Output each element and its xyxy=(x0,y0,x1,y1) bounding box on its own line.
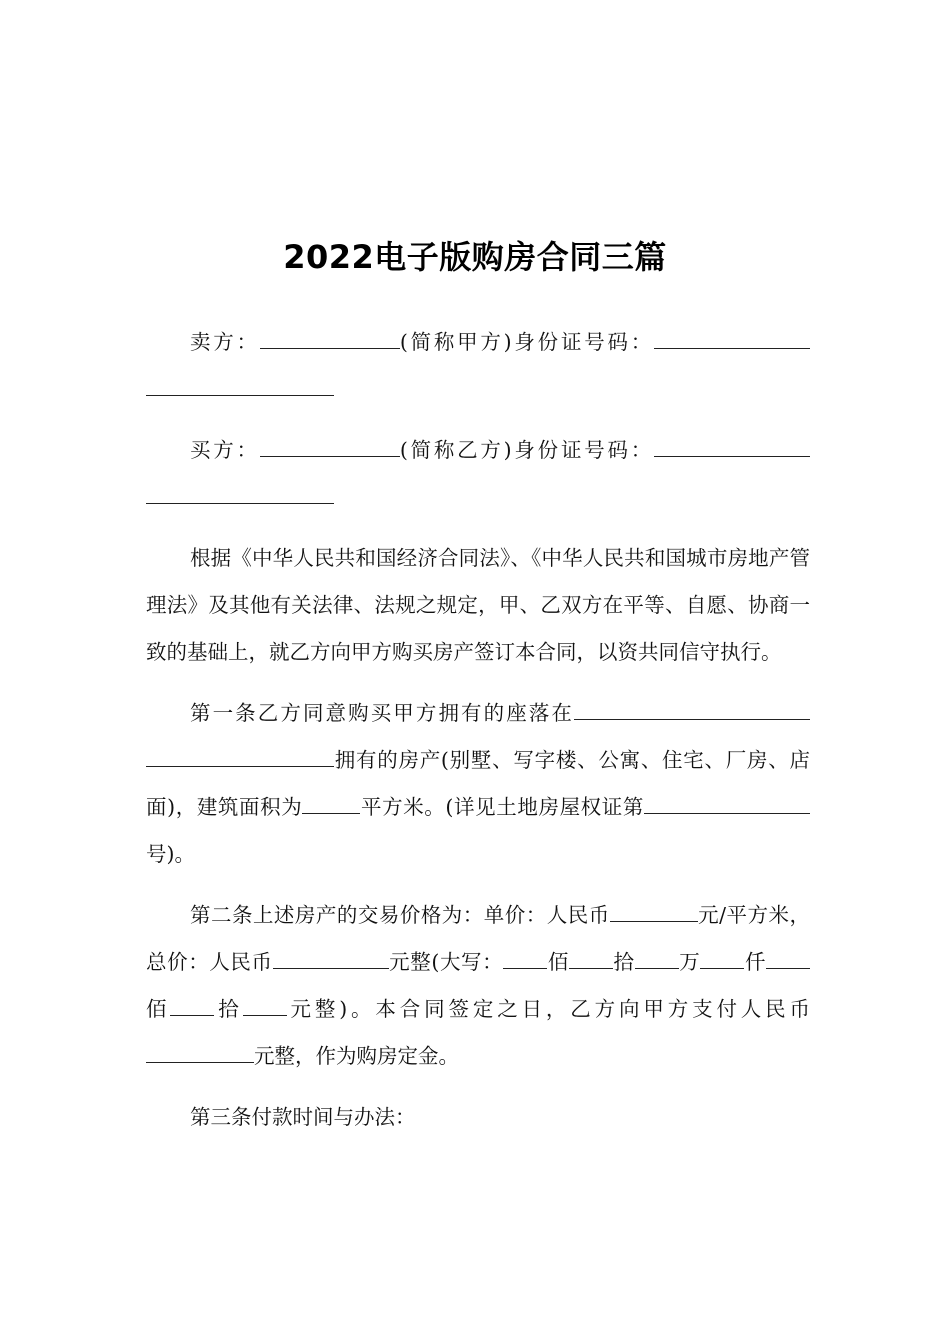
seller-name-blank xyxy=(260,328,400,349)
location-blank-cont xyxy=(146,746,334,767)
contract-body xyxy=(146,319,810,1155)
article-1-part4: 号)。 xyxy=(146,842,195,866)
buyer-name-blank xyxy=(260,436,400,457)
article-2-part5: 元整，作为购房定金。 xyxy=(254,1044,459,1068)
location-blank xyxy=(574,699,810,720)
document-title: 2022电子版购房合同三篇 xyxy=(283,238,667,276)
area-blank xyxy=(302,793,360,814)
buyer-id-blank xyxy=(654,436,810,457)
unit-bai: 佰 xyxy=(547,950,569,974)
buyer-id-blank-cont xyxy=(146,483,334,504)
article-1-part3: 平方米。(详见土地房屋权证第 xyxy=(360,795,645,819)
buyer-alias: (简称乙方)身份证号码： xyxy=(399,438,655,462)
buyer-line xyxy=(146,427,810,521)
unit-shi: 拾 xyxy=(612,950,635,974)
unit-qian: 仟 xyxy=(744,950,767,974)
certificate-number-blank xyxy=(644,793,754,814)
million-blank xyxy=(635,948,679,969)
hundred-million-blank xyxy=(503,948,547,969)
article-1 xyxy=(146,690,810,878)
unit-price-blank xyxy=(610,901,698,922)
ten-million-blank xyxy=(569,948,613,969)
article-2-part4: 元整)。本合同签定之日，乙方向甲方支付人民币 xyxy=(286,997,811,1021)
total-price-blank xyxy=(273,948,389,969)
certificate-number-blank-cont xyxy=(754,793,810,814)
seller-alias: (简称甲方)身份证号码： xyxy=(399,330,655,354)
seller-id-blank-cont xyxy=(146,375,334,396)
article-2-part3: 元整(大写： xyxy=(388,950,504,974)
seller-line xyxy=(146,319,810,413)
thousand-blank-lead xyxy=(730,948,744,969)
ten-thousand-blank xyxy=(700,948,730,969)
seller-id-blank xyxy=(654,328,810,349)
article-2 xyxy=(146,892,810,1080)
ten-blank xyxy=(170,995,214,1016)
article-2-part2: 元/平方米，总价：人民币 xyxy=(146,903,810,974)
unit-wan: 万 xyxy=(678,950,701,974)
article-1-part1: 第一条乙方同意购买甲方拥有的座落在 xyxy=(190,701,574,725)
unit-shi-2: 拾 xyxy=(214,997,243,1021)
unit-bai-2: 佰 xyxy=(146,997,171,1021)
article-3-heading: 第三条付款时间与办法： xyxy=(190,1105,416,1129)
deposit-blank xyxy=(146,1042,254,1063)
one-blank xyxy=(243,995,287,1016)
preamble-paragraph: 根据《中华人民共和国经济合同法》、《中华人民共和国城市房地产管理法》及其他有关法律、法规之规定，甲、乙双方在平等、自愿、协商一致的基础上，就乙方向甲方购买房产签订本合同，以资共同信守执行。 xyxy=(146,546,810,664)
article-2-part1: 第二条上述房产的交易价格为：单价：人民币 xyxy=(190,903,610,927)
article-1-part2: 拥有的房产(别墅、写字楼、公寓、住宅、厂房、店面)，建筑面积为 xyxy=(146,748,810,819)
hundred-blank xyxy=(766,948,810,969)
seller-label: 卖方： xyxy=(190,330,260,354)
buyer-label: 买方： xyxy=(190,438,260,462)
